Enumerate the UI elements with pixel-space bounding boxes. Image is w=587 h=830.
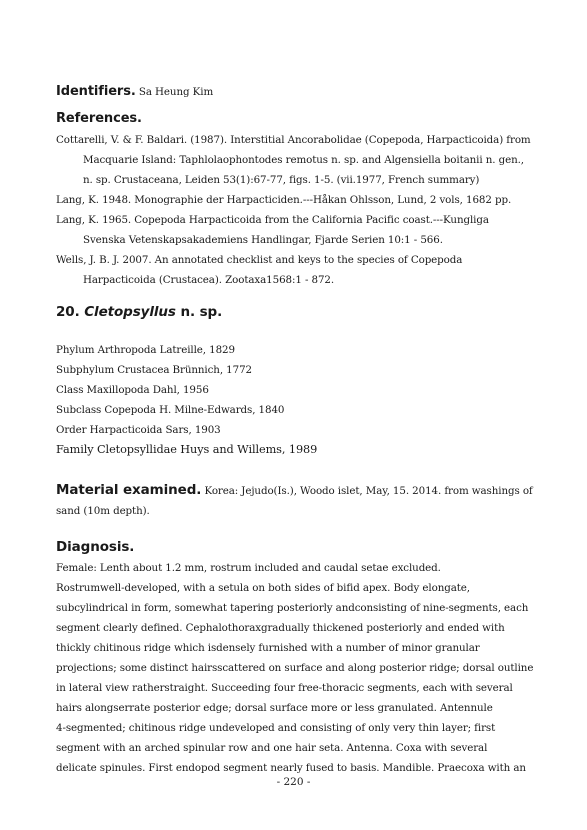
species-heading	[56, 302, 532, 322]
material-text: Korea: Jejudo(Is.), Woodo islet, May, 15. 2014. from washings of	[204, 485, 533, 497]
taxonomy-line: Subphylum Crustacea Brünnich, 1772	[56, 364, 252, 376]
diagnosis-line: Female: Lenth about 1.2 mm, rostrum included and caudal setae excluded.	[56, 562, 441, 574]
diagnosis-line: Rostrumwell-developed, with a setula on both sides of bifid apex. Body elongate,	[56, 582, 470, 594]
taxonomy-line: Subclass Copepoda H. Milne-Edwards, 1840	[56, 404, 285, 416]
taxonomy-line: Family Cletopsyllidae Huys and Willems, 1989	[56, 443, 318, 456]
reference-line: Lang, K. 1965. Copepoda Harpacticoida from the California Pacific coast.---Kungliga	[56, 214, 489, 226]
diagnosis-line: hairs alongserrate posterior edge; dorsal surface more or less granulated. Antennule	[56, 702, 493, 714]
taxonomy-line: Class Maxillopoda Dahl, 1956	[56, 384, 209, 396]
diagnosis-line: in lateral view ratherstraight. Succeeding four free-thoracic segments, each with several	[56, 682, 513, 694]
diagnosis-line: delicate spinules. First endopod segment nearly fused to basis. Mandible. Praecoxa with an	[56, 762, 526, 774]
diagnosis-line: thickly chitinous ridge which isdensely furnished with a number of minor granular	[56, 642, 480, 654]
diagnosis-line: segment with an arched spinular row and one hair seta. Antenna. Coxa with several	[56, 742, 488, 754]
identifiers-label: Identifiers.	[56, 84, 136, 99]
diagnosis-line: 4-segmented; chitinous ridge undeveloped and consisting of only very thin layer; first	[56, 722, 496, 734]
page-number: - 220 -	[276, 776, 311, 788]
diagnosis-line: subcylindrical in form, somewhat tapering posteriorly andconsisting of nine-segments, each	[56, 602, 529, 614]
taxonomy-section	[56, 340, 532, 460]
material-section	[56, 480, 532, 521]
diagnosis-line: segment clearly defined. Cephalothoraxgradually thickened posteriorly and ended with	[56, 622, 505, 634]
diagnosis-line: projections; some distinct hairsscattered on surface and along posterior ridge; dorsal outline	[56, 662, 534, 674]
species-number: 20.	[56, 304, 80, 320]
taxonomy-line: Order Harpacticoida Sars, 1903	[56, 424, 221, 436]
reference-line: Macquarie Island: Taphlolaophontodes remotus n. sp. and Algensiella boitanii n. gen.,	[83, 154, 524, 166]
reference-line: Cottarelli, V. & F. Baldari. (1987). Interstitial Ancorabolidae (Copepoda, Harpacticoida) from	[56, 134, 531, 146]
reference-line: Svenska Vetenskapsakademiens Handlingar, Fjarde Serien 10:1 - 566.	[83, 234, 443, 246]
identifiers-section	[56, 82, 532, 102]
material-label: Material examined.	[56, 482, 202, 498]
reference-line: Harpacticoida (Crustacea). Zootaxa1568:1 - 872.	[83, 274, 335, 286]
diagnosis-heading: Diagnosis.	[56, 539, 135, 555]
diagnosis-section	[56, 536, 532, 778]
identifiers-value: Sa Heung Kim	[138, 86, 214, 98]
species-genus: Cletopsyllus	[84, 304, 176, 320]
reference-line: Wells, J. B. J. 2007. An annotated checklist and keys to the species of Copepoda	[56, 254, 463, 266]
reference-line: n. sp. Crustaceana, Leiden 53(1):67-77, figs. 1-5. (vii.1977, French summary)	[83, 174, 480, 186]
material-text-cont: sand (10m depth).	[56, 505, 150, 517]
species-suffix: n. sp.	[180, 304, 223, 320]
references-section	[56, 108, 532, 290]
reference-line: Lang, K. 1948. Monographie der Harpacticiden.---Håkan Ohlsson, Lund, 2 vols, 1682 pp.	[56, 194, 512, 206]
taxonomy-line: Phylum Arthropoda Latreille, 1829	[56, 344, 235, 356]
references-heading: References.	[56, 111, 142, 126]
